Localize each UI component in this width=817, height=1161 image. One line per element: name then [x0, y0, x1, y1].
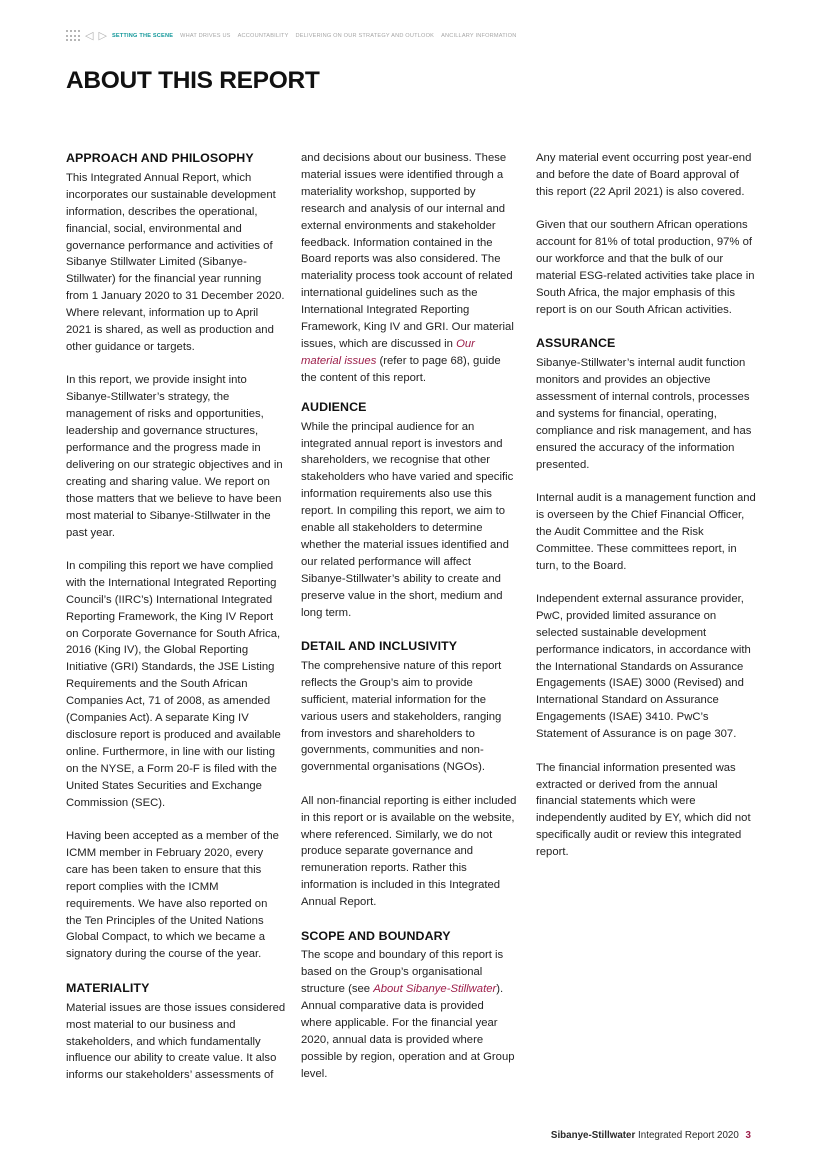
materiality-heading: MATERIALITY — [66, 980, 150, 995]
detail-paragraph-1: The comprehensive nature of this report reflects the Group’s aim to provide sufficient, material information for the various users and stakeholders, ranging from investors and shareholders to governments, communities and non-governmental organisations (NGOs). — [301, 659, 502, 774]
material-issues-link[interactable]: Our material issues — [301, 337, 475, 367]
scope-text-b: ). Annual comparative data is provided where applicable. For the financial year 2020, annual data is provided where possible by region, operation and at Group level. — [301, 983, 515, 1080]
detail-heading: DETAIL AND INCLUSIVITY — [301, 638, 458, 653]
scope-heading: SCOPE AND BOUNDARY — [301, 928, 451, 943]
audience-paragraph-1: While the principal audience for an integrated annual report is investors and shareholders, we recognise that other stakeholders who have varied and specific information requirements also use this report. In compiling this report, we aim to enable all stakeholders to determine whether the material issues identified and our related performance will affect Sibanye-Stillwater’s ability to create and preserve value in the short, medium and long term. — [301, 420, 514, 619]
about-sibanye-stillwater-link[interactable]: About Sibanye-Stillwater — [373, 983, 497, 996]
assurance-paragraph-2: Internal audit is a management function and is overseen by the Chief Financial Officer, the Audit Committee and the Risk Committee. These committees report, in turn, to the Board. — [536, 491, 756, 572]
approach-paragraph-4: Having been accepted as a member of the ICMM member in February 2020, every care has been taken to ensure that this report complies with the ICMM requirements. We have also reported on the Ten Principles of the United Nations Global Compact, to which we became a signatory during the course of the year. — [66, 830, 279, 961]
approach-paragraph-3: In compiling this report we have complied with the International Integrated Reporting Council’s (IIRC’s) International Integrated Reporting Framework, the King IV Report on Corporate Governance for South Africa, 2016 (King IV), the Global Reporting Initiative (GRI) Standards, the JSE Listing Requirements and the South African Companies Act, 71 of 2008, as amended (Companies Act). A separate King IV disclosure report is produced and available online. Furthermore, in line with our listing on the NYSE, a Form 20-F is filed with the United States Securities and Exchange Commission (SEC). — [66, 559, 281, 809]
nav-ancillary-information[interactable]: ANCILLARY INFORMATION — [441, 33, 517, 39]
column-2 — [301, 150, 517, 1099]
approach-heading: APPROACH AND PHILOSOPHY — [66, 151, 254, 165]
column-1 — [66, 150, 286, 1101]
footer-document: Integrated Report 2020 — [638, 1130, 739, 1141]
materiality-text-b: (refer to page 68), guide the content of this report. — [301, 354, 501, 384]
audience-heading: AUDIENCE — [301, 399, 367, 414]
previous-page-icon[interactable]: ◁ — [85, 29, 94, 42]
materiality-paragraph-2 — [301, 150, 517, 387]
approach-paragraph-2: In this report, we provide insight into Sibanye-Stillwater’s strategy, the management of risks and opportunities, leadership and governance structures, performance and the progress made in delivering on our strategic objectives and in creating and sharing value. We report on those matters that we believe to have been most material to Sibanye-Stillwater in the past year. — [66, 374, 283, 539]
scope-text-a: The scope and boundary of this report is based on the Group’s organisational structure (see — [301, 949, 504, 996]
assurance-paragraph-4: The financial information presented was extracted or derived from the annual financial statements which were independently audited by EY, which did not specifically audit or review this integrated report. — [536, 761, 751, 859]
materiality-text-a: and decisions about our business. These material issues were identified through a materiality workshop, supported by research and analysis of our internal and external environments and stakeholder feedback. Information contained in the Board reports was also considered. The materiality process took account of related international guidelines such as the International Integrated Reporting Framework, King IV and GRI. Our material issues, which are discussed in — [301, 152, 514, 350]
nav-setting-the-scene[interactable]: SETTING THE SCENE — [111, 33, 174, 39]
assurance-paragraph-3: Independent external assurance provider, PwC, provided limited assurance on selected sustainable development performance indicators, in accordance with the International Standards on Assurance Engagements (ISAE) 3000 (Revised) and International Standard on Assurance Engagements (ISAE) 3410. PwC’s Statement of Assurance is on page 307. — [536, 592, 751, 741]
section-navigation — [66, 29, 523, 43]
approach-paragraph-1: This Integrated Annual Report, which incorporates our sustainable development information, describes the operational, financial, social, environmental and governance performance and activities of Sibanye Stillwater Limited (Sibanye-Stillwater) for the financial year running from 1 January 2020 to 31 December 2020. Where relevant, information up to April 2021 is shared, as well as production and other guidance or targets. — [66, 171, 285, 353]
nav-what-drives-us[interactable]: WHAT DRIVES US — [180, 33, 231, 39]
next-page-icon[interactable]: ▷ — [98, 29, 107, 42]
grid-icon[interactable] — [66, 30, 80, 42]
page-footer — [551, 1130, 751, 1141]
detail-paragraph-2: All non-financial reporting is either included in this report or is available on the website, where referenced. Similarly, we do not produce separate governance and remuneration reports. Rather this information is included in this Integrated Annual Report. — [301, 794, 517, 909]
scope-paragraph-1 — [301, 947, 517, 1082]
assurance-paragraph-1: Sibanye-Stillwater’s internal audit function monitors and provides an objective assessment of internal controls, processes and systems for financial, operating, compliance and risk management, and has ensured the accuracy of the information presented. — [536, 357, 752, 471]
nav-accountability[interactable]: ACCOUNTABILITY — [237, 33, 289, 39]
scope-paragraph-3: Given that our southern African operations account for 81% of total production, 97% of our workforce and that the bulk of our material ESG-related activities take place in South Africa, the major emphasis of this report is on our South African activities. — [536, 219, 755, 316]
nav-delivering-strategy[interactable]: DELIVERING ON OUR STRATEGY AND OUTLOOK — [295, 33, 435, 39]
assurance-heading: ASSURANCE — [536, 336, 616, 351]
footer-brand: Sibanye-Stillwater — [550, 1130, 636, 1141]
page-title: ABOUT THIS REPORT — [66, 67, 320, 94]
page-number: 3 — [745, 1130, 751, 1141]
scope-paragraph-2: Any material event occurring post year-end and before the date of Board approval of this report (22 April 2021) is also covered. — [536, 152, 752, 198]
column-3 — [536, 150, 756, 878]
materiality-paragraph-1: Material issues are those issues considered most material to our business and stakeholders, and which fundamentally influence our ability to create value. It also informs our stakeholders’ assessments of — [66, 1001, 286, 1082]
